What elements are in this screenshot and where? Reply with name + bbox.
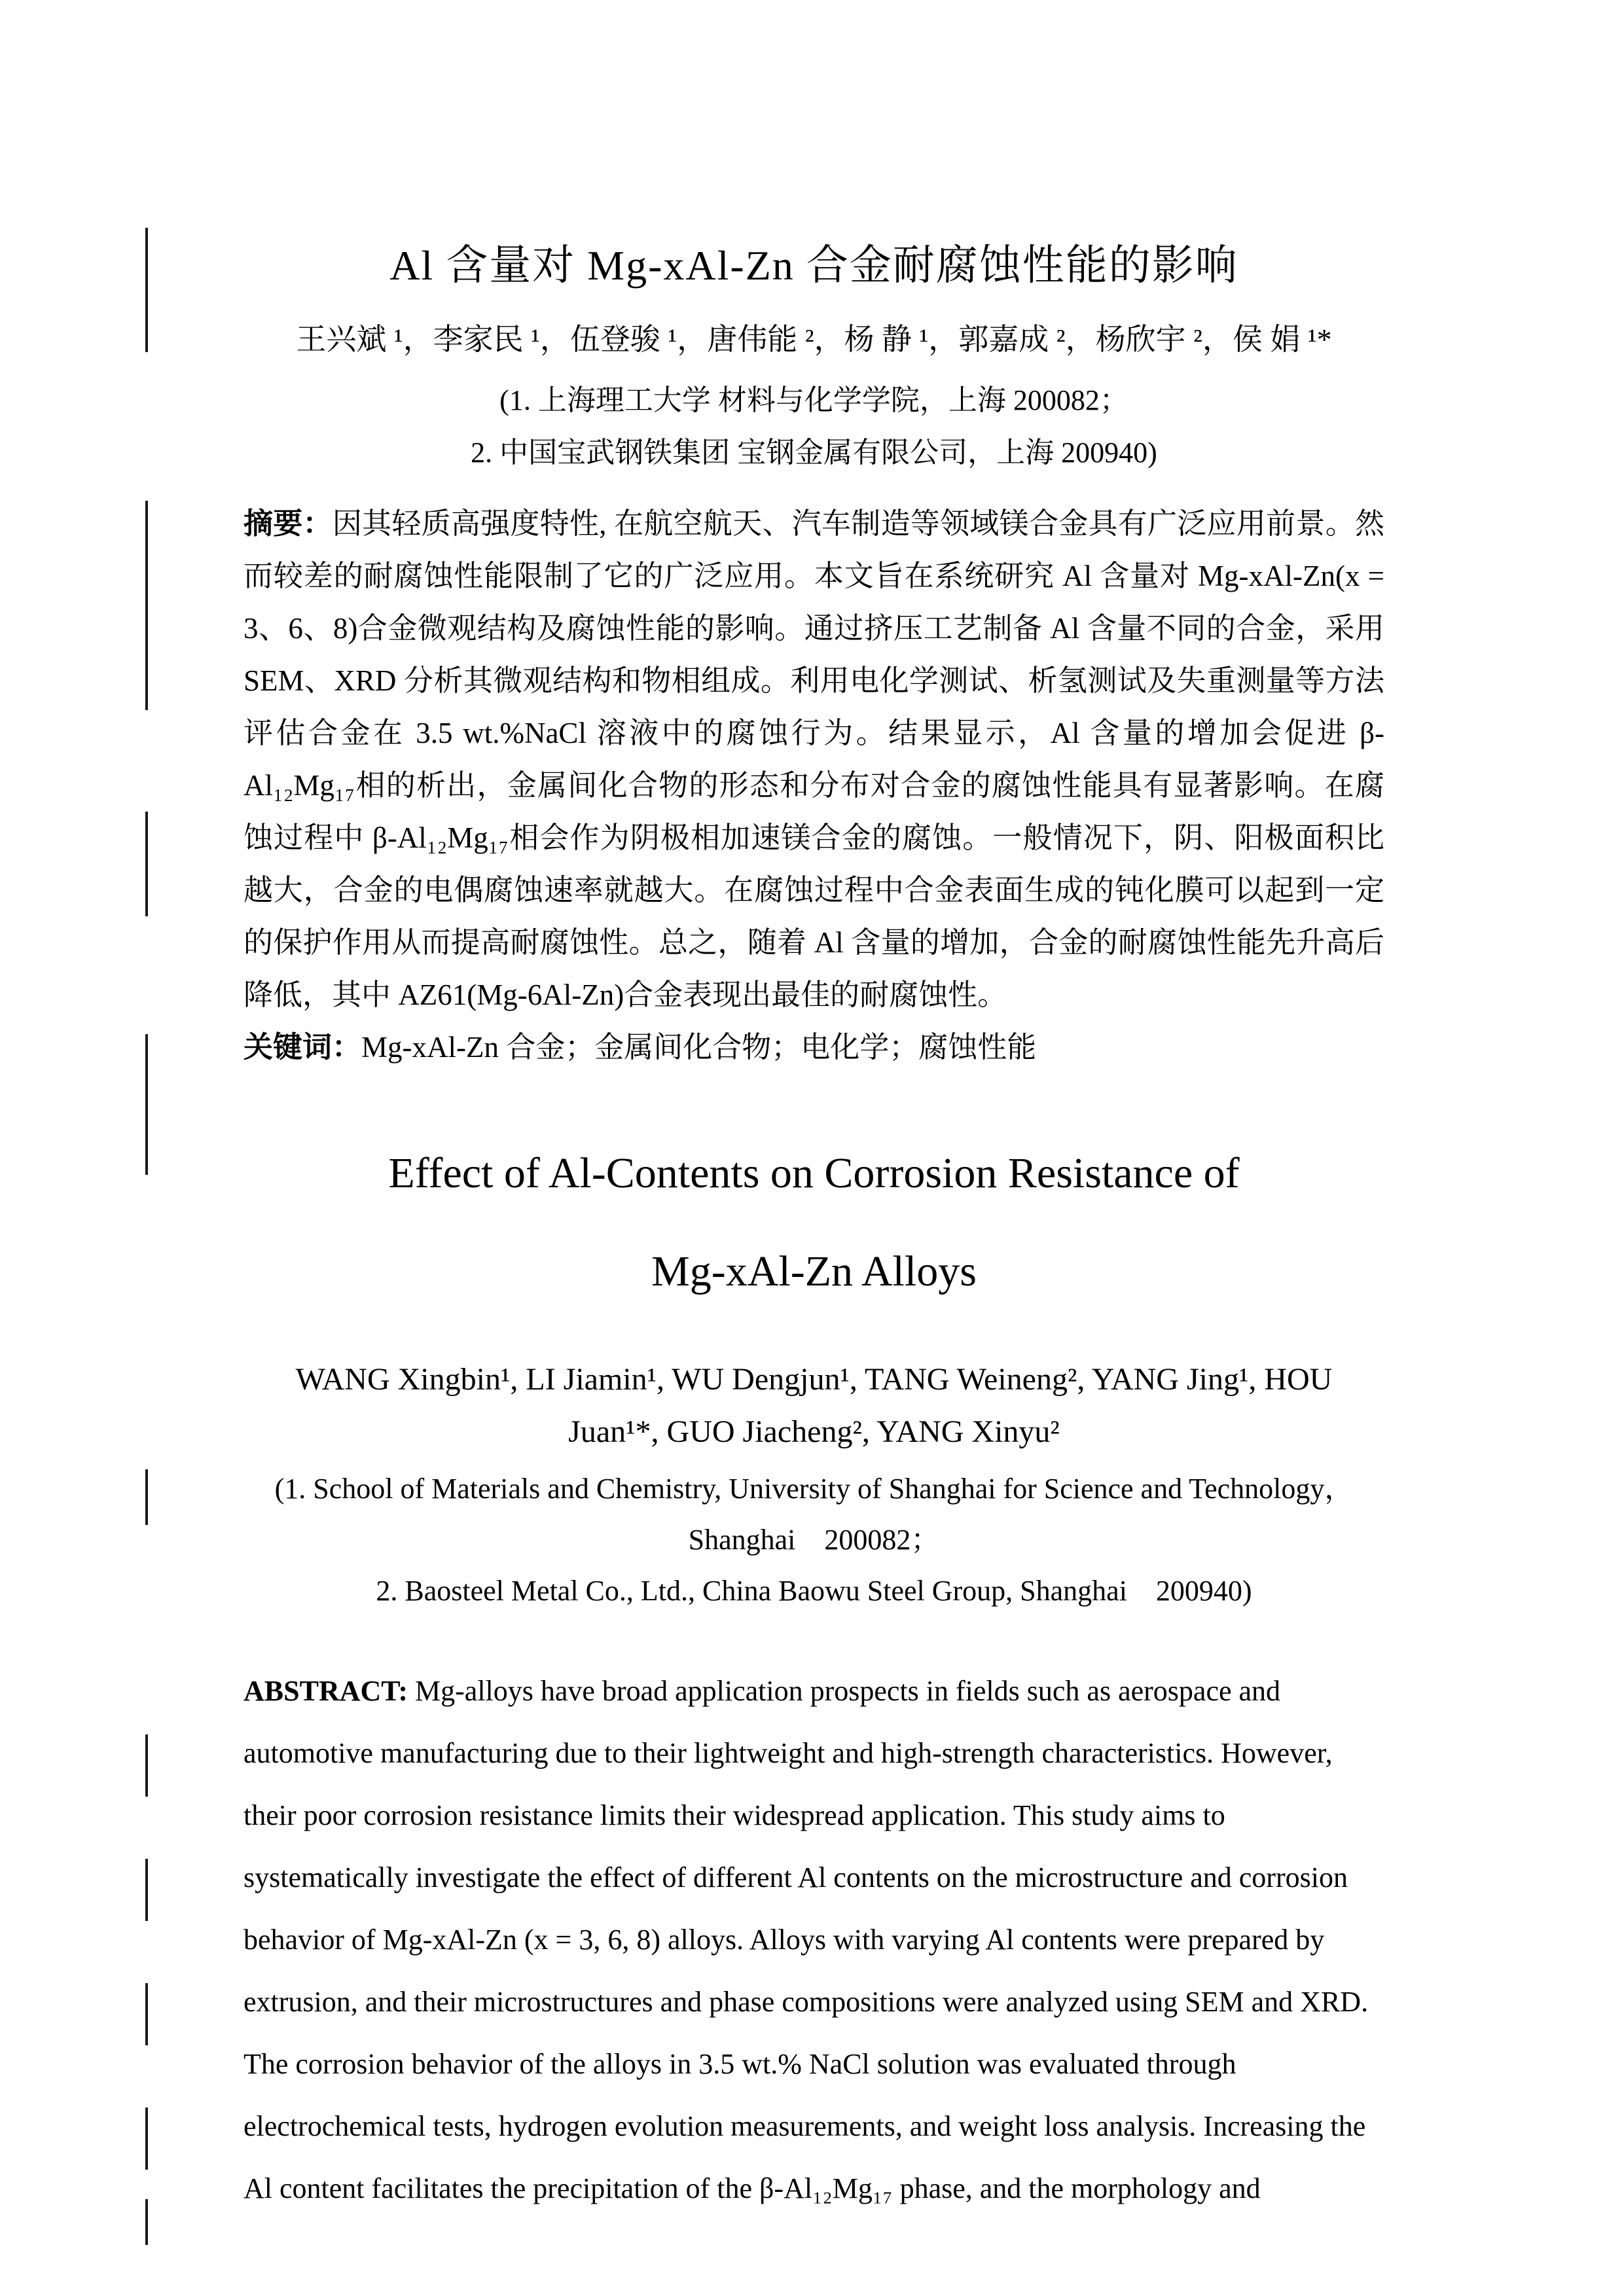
english-affiliation-1-line-1: (1. School of Materials and Chemistry, University of Shanghai for Science and Technology， xyxy=(274,1473,1354,1505)
revision-bar xyxy=(145,1983,148,2045)
chinese-title: Al 含量对 Mg-xAl-Zn 合金耐腐蚀性能的影响 xyxy=(389,242,1238,289)
revision-bar xyxy=(145,812,148,916)
english-abstract-text: Mg-alloys have broad application prospects in fields such as aerospace and automotive manufacturing due to their lightweight and high-strength characteristics. However, their poor corrosion resistance limits their widespread application. This study aims to systematically investigate the effect of different Al contents on the microstructure and corrosion behavior of Mg-xAl-Zn (x = 3, 6, 8) alloys. Alloys with varying Al contents were prepared by extrusion, and their microstructures and phase compositions were analyzed using SEM and XRD. The corrosion behavior of the alloys in 3.5 wt.% NaCl solution was evaluated through electrochemical tests, hydrogen evolution measurements, and weight loss analysis. Increasing the Al content facilitates the precipitation of the β-Al₁₂Mg₁₇ phase, and the morphology and xyxy=(244,1675,1369,2204)
chinese-affiliation-1: (1. 上海理工大学 材料与化学学院，上海 200082； xyxy=(499,384,1128,416)
chinese-keywords-label: 关键词： xyxy=(244,1031,362,1064)
english-title-line-2: Mg-xAl-Zn Alloys xyxy=(651,1247,977,1295)
chinese-keywords xyxy=(244,1021,1384,1073)
page-content xyxy=(244,0,1384,2219)
english-author-lines xyxy=(244,1354,1384,1458)
chinese-affiliations xyxy=(244,374,1384,479)
revision-bar xyxy=(145,1734,148,1797)
english-title xyxy=(244,1124,1384,1321)
revision-bar xyxy=(145,1034,148,1175)
chinese-author-line: 王兴斌 ¹，李家民 ¹，伍登骏 ¹，唐伟能 ²，杨 静 ¹，郭嘉成 ²，杨欣宇 ²，侯 娟 ¹* xyxy=(296,323,1332,356)
english-abstract-label: ABSTRACT: xyxy=(244,1675,408,1707)
chinese-abstract xyxy=(244,497,1384,1021)
english-title-line-1: Effect of Al-Contents on Corrosion Resistance of xyxy=(388,1149,1240,1197)
english-affiliation-2: 2. Baosteel Metal Co., Ltd., China Baowu Steel Group, Shanghai 200940) xyxy=(376,1575,1252,1607)
english-affiliation-1-line-2: Shanghai 200082； xyxy=(688,1524,940,1556)
revision-bar xyxy=(145,2108,148,2170)
revision-bar xyxy=(145,1469,148,1525)
chinese-abstract-label: 摘要： xyxy=(244,507,333,540)
revision-bar xyxy=(145,2199,148,2245)
chinese-affiliation-2: 2. 中国宝武钢铁集团 宝钢金属有限公司，上海 200940) xyxy=(471,437,1157,469)
english-abstract xyxy=(244,1660,1384,2219)
revision-bar xyxy=(145,501,148,710)
revision-bar xyxy=(145,228,148,352)
english-affiliations xyxy=(244,1463,1384,1617)
chinese-abstract-text: 因其轻质高强度特性, 在航空航天、汽车制造等领域镁合金具有广泛应用前景。然而较差的耐腐蚀性能限制了它的广泛应用。本文旨在系统研究 Al 含量对 Mg-xAl-Zn(x = 3、6、8)合金微观结构及腐蚀性能的影响。通过挤压工艺制备 Al 含量不同的合金，采用 SEM、XRD 分析其微观结构和物相组成。利用电化学测试、析氢测试及失重测量等方法评估合金在 3.5 wt.%NaCl 溶液中的腐蚀行为。结果显示，Al 含量的增加会促进 β-Al₁₂Mg₁₇相的析出，金属间化合物的形态和分布对合金的腐蚀性能具有显著影响。在腐蚀过程中 β-Al₁₂Mg₁₇相会作为阴极相加速镁合金的腐蚀。一般情况下，阴、阳极面积比越大，合金的电偶腐蚀速率就越大。在腐蚀过程中合金表面生成的钝化膜可以起到一定的保护作用从而提高耐腐蚀性。总之，随着 Al 含量的增加，合金的耐腐蚀性能先升高后降低，其中 AZ61(Mg-6Al-Zn)合金表现出最佳的耐腐蚀性。 xyxy=(244,507,1384,1011)
chinese-keywords-text: Mg-xAl-Zn 合金；金属间化合物；电化学；腐蚀性能 xyxy=(361,1031,1037,1064)
english-author-line-2: Juan¹*, GUO Jiacheng², YANG Xinyu² xyxy=(568,1414,1060,1449)
english-author-line-1: WANG Xingbin¹, LI Jiamin¹, WU Dengjun¹, TANG Weineng², YANG Jing¹, HOU xyxy=(295,1362,1333,1397)
revision-bar xyxy=(145,1859,148,1921)
